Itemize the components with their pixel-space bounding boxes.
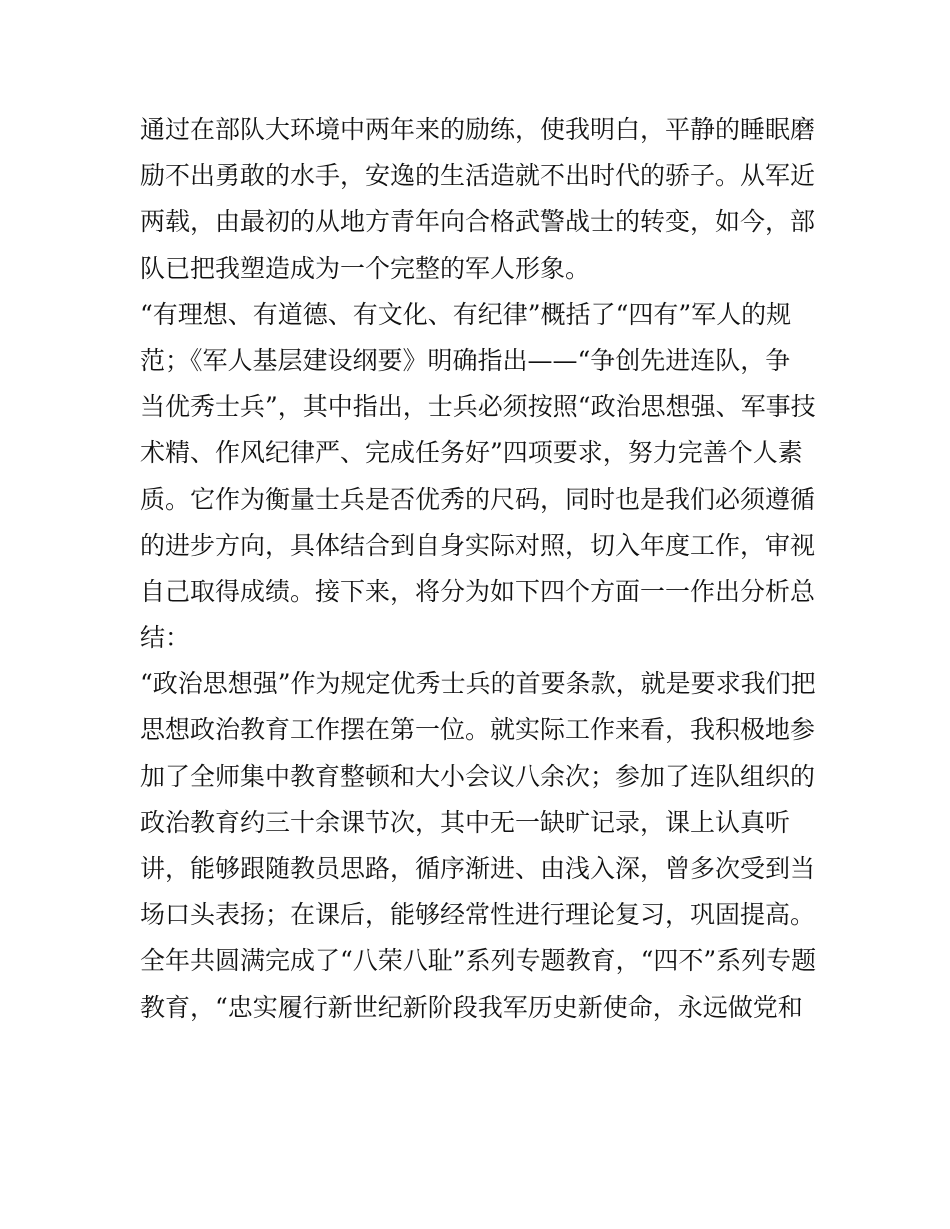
text-line: 队已把我塑造成为一个完整的军人形象。 [140,253,591,283]
text-line: “政治思想强”作为规定优秀士兵的首要条款，就是要求我们把 [140,669,816,699]
text-line: 范；《军人基层建设纲要》明确指出——“争创先进连队，争 [140,345,791,375]
text-line: 的进步方向，具体结合到自身实际对照，切入年度工作，审视 [140,530,816,560]
text-line: 励不出勇敢的水手，安逸的生活造就不出时代的骄子。从军近 [140,161,816,191]
text-line: 政治教育约三十余课节次，其中无一缺旷记录，课上认真听 [140,807,791,837]
text-line: 当优秀士兵”，其中指出，士兵必须按照“政治思想强、军事技 [140,392,816,422]
text-line: 两载，由最初的从地方青年向合格武警战士的转变，如今，部 [140,207,816,237]
text-line: 教育，“忠实履行新世纪新阶段我军历史新使命，永远做党和 [140,992,803,1022]
text-line: 加了全师集中教育整顿和大小会议八余次；参加了连队组织的 [140,761,816,791]
text-line: “有理想、有道德、有文化、有纪律”概括了“四有”军人的规 [140,299,792,329]
text-line: 全年共圆满完成了“八荣八耻”系列专题教育，“四不”系列专题 [140,946,817,976]
text-line: 质。它作为衡量士兵是否优秀的尺码，同时也是我们必须遵循 [140,484,816,514]
text-line: 自己取得成绩。接下来，将分为如下四个方面一一作出分析总 [140,576,816,606]
body-text [140,107,820,1031]
text-line: 场口头表扬；在课后，能够经常性进行理论复习，巩固提高。 [140,900,816,930]
text-line: 通过在部队大环境中两年来的励练，使我明白，平静的睡眠磨 [140,115,816,144]
text-line: 思想政治教育工作摆在第一位。就实际工作来看，我积极地参 [140,715,816,745]
text-line: 讲，能够跟随教员思路，循序渐进、由浅入深，曾多次受到当 [140,854,816,883]
text-line: 术精、作风纪律严、完成任务好”四项要求，努力完善个人素 [140,438,803,468]
text-line: 结： [140,623,191,653]
